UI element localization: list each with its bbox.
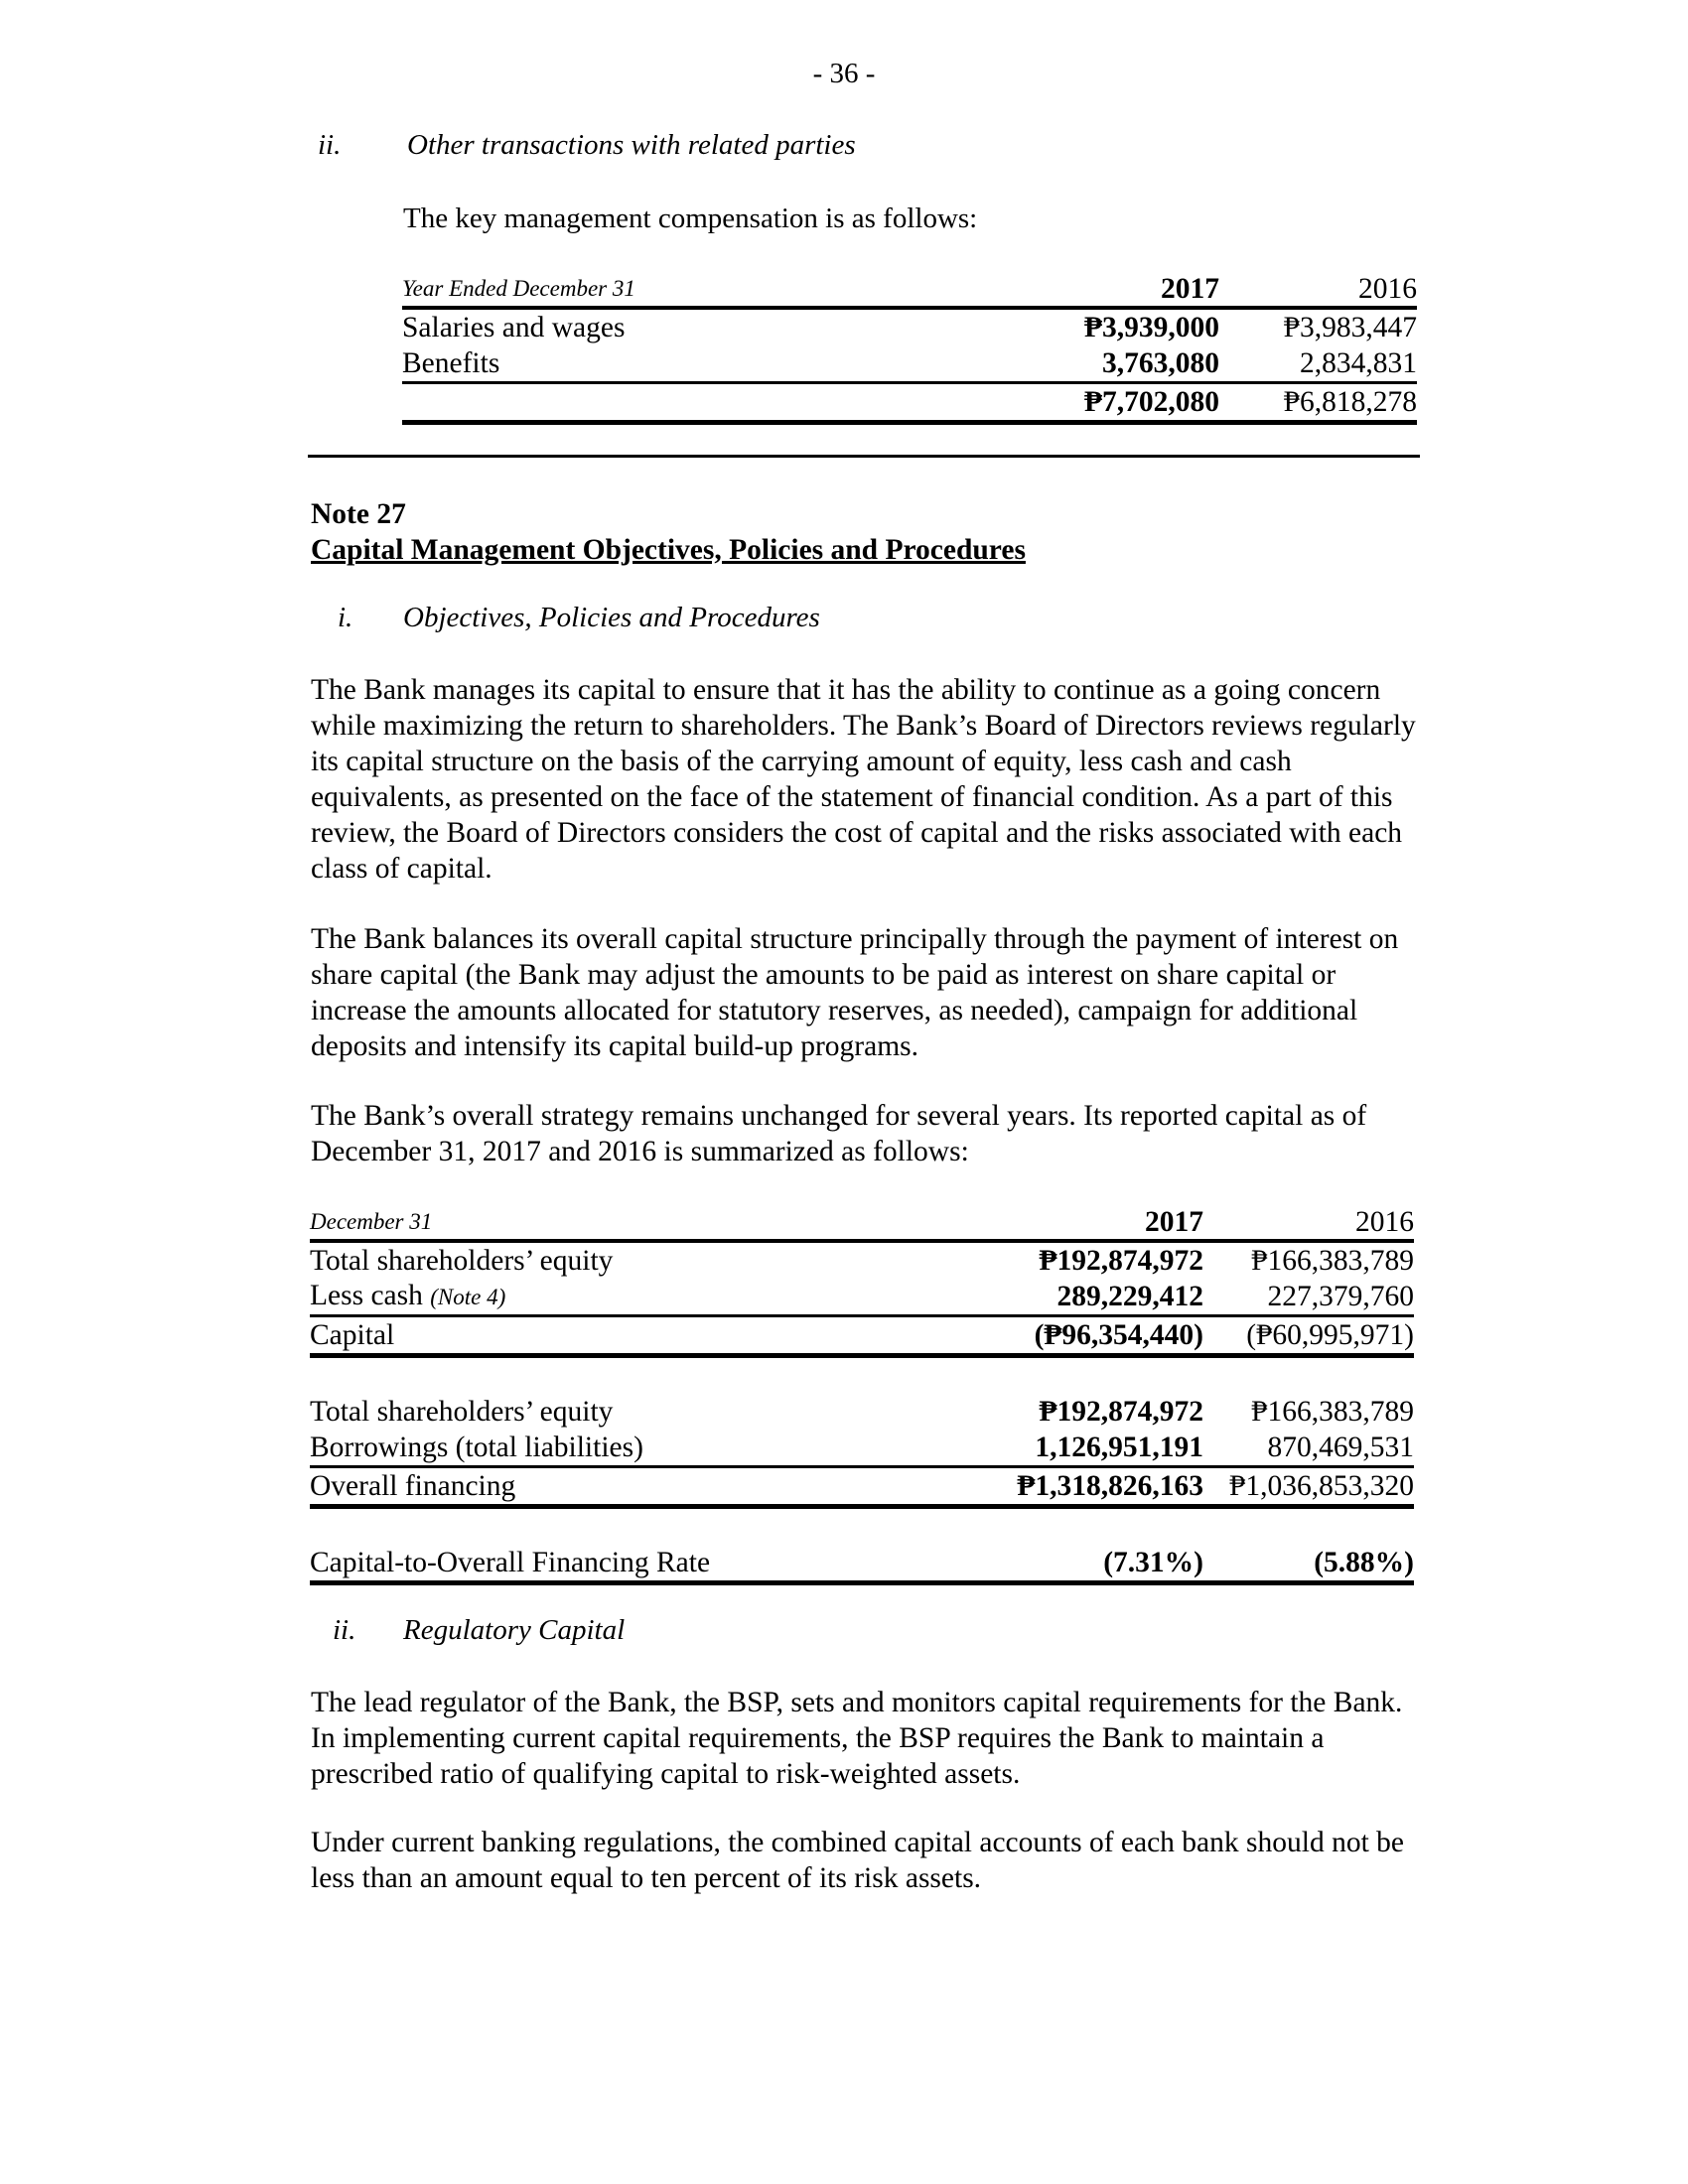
row-label: Salaries and wages	[402, 308, 1038, 345]
total-2017: ₱7,702,080	[1038, 383, 1219, 423]
table-header-row	[402, 270, 1417, 308]
value-2016: ₱166,383,789	[1251, 1396, 1414, 1428]
compensation-table	[402, 270, 1417, 425]
row-label: Benefits	[402, 347, 500, 379]
subsection-numeral: i.	[338, 602, 353, 633]
table-row	[402, 308, 1417, 345]
table-row	[310, 1241, 1414, 1279]
value-2017: ₱192,874,972	[1039, 1396, 1203, 1428]
row-label: Total shareholders’ equity	[310, 1396, 614, 1428]
subsection-title: Other transactions with related parties	[407, 129, 856, 161]
paragraph: The Bank manages its capital to ensure that it has the ability to continue as a going concern while maximizing the return to shareholders. The Bank’s Board of Directors reviews regularly its capital structure on the basis of the carrying amount of equity, less cash and cash equivalents, as presented on the face of the statement of financial condition. As a part of this review, the Board of Directors considers the cost of capital and the risks associated with each class of capital.	[311, 674, 1416, 885]
row-label-text: Less cash	[310, 1280, 431, 1311]
paragraph: The Bank’s overall strategy remains unchanged for several years. Its reported capital as of December 31, 2017 and 2016 is summarized as follows:	[311, 1100, 1367, 1167]
overall-financing-row	[310, 1467, 1414, 1507]
note-number: Note 27	[311, 498, 406, 530]
row-label: Total shareholders’ equity	[310, 1241, 985, 1279]
row-label	[310, 1279, 985, 1316]
value-2017: 3,763,080	[1102, 347, 1219, 379]
header-2017: 2017	[1161, 273, 1219, 305]
value-2016: ₱166,383,789	[1203, 1241, 1414, 1279]
overall-2016: ₱1,036,853,320	[1203, 1467, 1414, 1507]
capital-label: Capital	[310, 1316, 985, 1356]
value-2016: 227,379,760	[1267, 1281, 1414, 1312]
note-title: Capital Management Objectives, Policies and Procedures	[311, 534, 1026, 566]
capital-row	[310, 1316, 1414, 1356]
total-label	[402, 383, 1038, 423]
value-2016: 870,469,531	[1267, 1432, 1414, 1463]
table-row	[310, 1430, 1414, 1467]
subsection-title: Regulatory Capital	[403, 1614, 626, 1646]
paragraph: The Bank balances its overall capital structure principally through the payment of interest on share capital (the Bank may adjust the amounts to be paid as interest on share capital or increase the amounts allocated for statutory reserves, as needed), campaign for additional deposits and intensify its capital build-up programs.	[311, 923, 1399, 1062]
rate-2017: (7.31%)	[985, 1545, 1203, 1583]
paragraph: The lead regulator of the Bank, the BSP, sets and monitors capital requirements for the Bank. In implementing current capital requirements, the BSP requires the Bank to maintain a prescribed ratio of qualifying capital to risk-weighted assets.	[311, 1687, 1403, 1790]
value-2017: 1,126,951,191	[1035, 1432, 1203, 1463]
capital-2016: (₱60,995,971)	[1203, 1316, 1414, 1356]
value-2017: ₱3,939,000	[1038, 308, 1219, 345]
rate-label: Capital-to-Overall Financing Rate	[310, 1545, 985, 1583]
overall-2017: ₱1,318,826,163	[985, 1467, 1203, 1507]
table-row	[310, 1394, 1414, 1430]
value-2016: 2,834,831	[1300, 347, 1417, 379]
subsection-numeral: ii.	[333, 1614, 356, 1646]
subsection-title: Objectives, Policies and Procedures	[403, 602, 820, 633]
rate-row	[310, 1545, 1414, 1583]
header-2017: 2017	[1145, 1206, 1203, 1238]
note-heading	[311, 496, 1026, 568]
table-row	[402, 345, 1417, 383]
rate-2016: (5.88%)	[1203, 1545, 1414, 1583]
overall-label: Overall financing	[310, 1467, 985, 1507]
total-row	[402, 383, 1417, 423]
paragraph: Under current banking regulations, the combined capital accounts of each bank should not be less than an amount equal to ten percent of its risk assets.	[311, 1827, 1404, 1894]
capital-table	[310, 1203, 1414, 1585]
table-row	[310, 1279, 1414, 1316]
subsection-numeral: ii.	[318, 129, 342, 161]
header-label: Year Ended December 31	[402, 276, 635, 301]
compensation-intro: The key management compensation is as follows:	[403, 203, 978, 234]
page-number: - 36 -	[812, 58, 876, 89]
capital-2017: (₱96,354,440)	[985, 1316, 1203, 1356]
total-2016: ₱6,818,278	[1219, 383, 1417, 423]
value-2016: ₱3,983,447	[1219, 308, 1417, 345]
value-2017: 289,229,412	[1056, 1281, 1203, 1312]
header-2016: 2016	[1355, 1206, 1414, 1238]
header-2016: 2016	[1358, 273, 1417, 305]
row-label: Borrowings (total liabilities)	[310, 1432, 643, 1463]
table-header-row	[310, 1203, 1414, 1241]
note-reference: (Note 4)	[430, 1285, 506, 1309]
section-divider	[308, 455, 1420, 458]
header-label: December 31	[310, 1209, 433, 1234]
value-2017: ₱192,874,972	[985, 1241, 1203, 1279]
